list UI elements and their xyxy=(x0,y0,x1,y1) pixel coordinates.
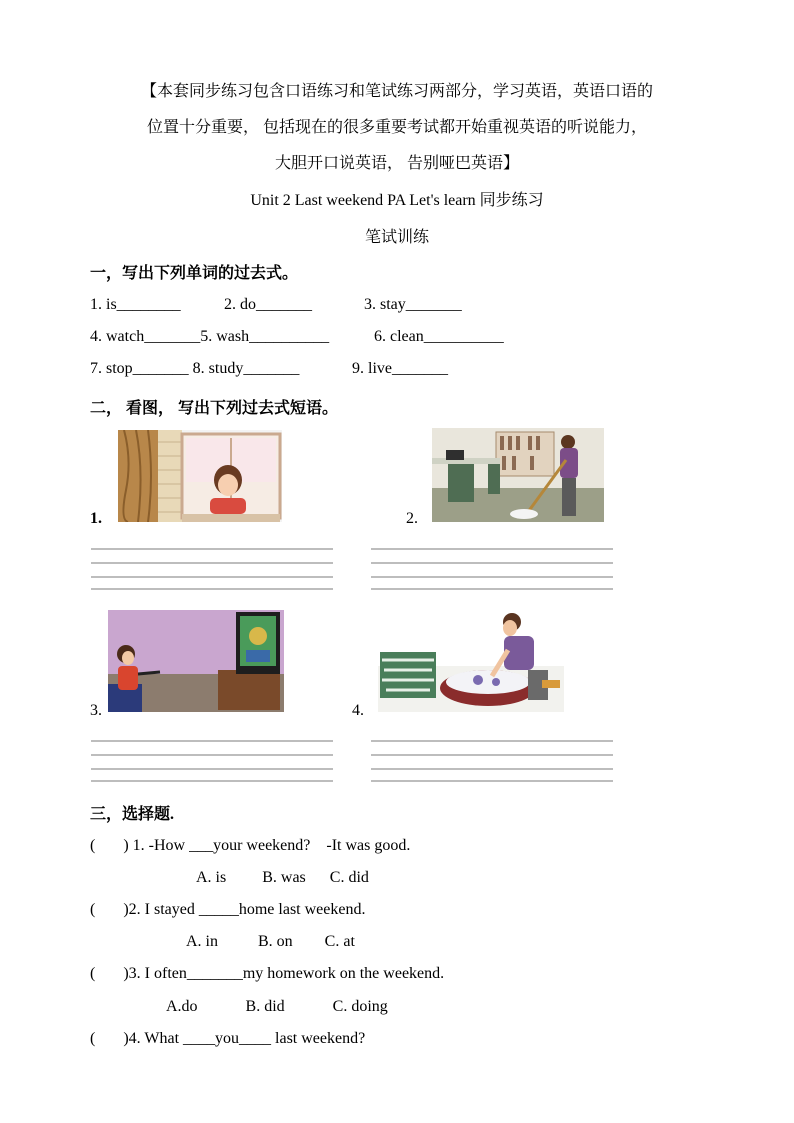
answer-line[interactable] xyxy=(371,576,613,578)
worksheet-subtitle: 笔试训练 xyxy=(364,229,429,246)
question-1: ( ) 1. -How ___your weekend? -It was good. xyxy=(90,837,411,854)
word-item: 1. is________ xyxy=(90,296,181,313)
question-2: ( )2. I stayed _____home last weekend. xyxy=(90,901,366,918)
question-1-options: A. is B. was C. did xyxy=(196,869,369,886)
picture-number: 1. xyxy=(90,510,102,527)
picture-number: 2. xyxy=(406,510,418,527)
intro-line-1: 【本套同步练习包含口语练习和笔试练习两部分，学习英语，英语口语的 xyxy=(140,83,653,100)
girl-watching-tv-icon xyxy=(108,610,284,712)
intro-line-2: 位置十分重要， 包括现在的很多重要考试都开始重视英语的听说能力， xyxy=(146,119,647,136)
section-2-heading: 二， 看图， 写出下列过去式短语。 xyxy=(90,400,339,417)
word-item: 9. live_______ xyxy=(352,360,448,377)
question-2-options: A. in B. on C. at xyxy=(186,933,355,950)
answer-line[interactable] xyxy=(91,754,333,756)
section-1-heading: 一，写出下列单词的过去式。 xyxy=(90,265,299,282)
answer-line[interactable] xyxy=(371,548,613,550)
word-item: 4. watch_______5. wash__________ xyxy=(90,328,330,345)
picture-number: 4. xyxy=(352,702,364,719)
answer-line[interactable] xyxy=(91,780,333,782)
man-mopping-floor-icon xyxy=(432,428,604,522)
man-washing-clothes-icon xyxy=(378,610,564,712)
question-4: ( )4. What ____you____ last weekend? xyxy=(90,1030,366,1047)
answer-line[interactable] xyxy=(371,754,613,756)
answer-line[interactable] xyxy=(371,768,613,770)
girl-at-window-icon xyxy=(118,430,282,522)
section-3-heading: 三，选择题. xyxy=(90,806,175,823)
word-item: 7. stop_______ 8. study_______ xyxy=(90,360,300,377)
answer-line[interactable] xyxy=(371,740,613,742)
question-3-options: A.do B. did C. doing xyxy=(166,998,388,1015)
answer-line[interactable] xyxy=(91,740,333,742)
answer-line[interactable] xyxy=(91,562,333,564)
answer-line[interactable] xyxy=(91,548,333,550)
answer-line[interactable] xyxy=(91,588,333,590)
question-3: ( )3. I often_______my homework on the weekend. xyxy=(90,965,445,982)
answer-line[interactable] xyxy=(371,780,613,782)
answer-line[interactable] xyxy=(91,768,333,770)
worksheet-title: Unit 2 Last weekend PA Let's learn 同步练习 xyxy=(250,192,544,209)
answer-line[interactable] xyxy=(371,588,613,590)
picture-number: 3. xyxy=(90,702,102,719)
answer-line[interactable] xyxy=(91,576,333,578)
word-item: 2. do_______ xyxy=(224,296,312,313)
answer-line[interactable] xyxy=(371,562,613,564)
word-item: 3. stay_______ xyxy=(364,296,462,313)
word-item: 6. clean__________ xyxy=(374,328,504,345)
intro-line-3: 大胆开口说英语， 告别哑巴英语】 xyxy=(274,155,519,172)
